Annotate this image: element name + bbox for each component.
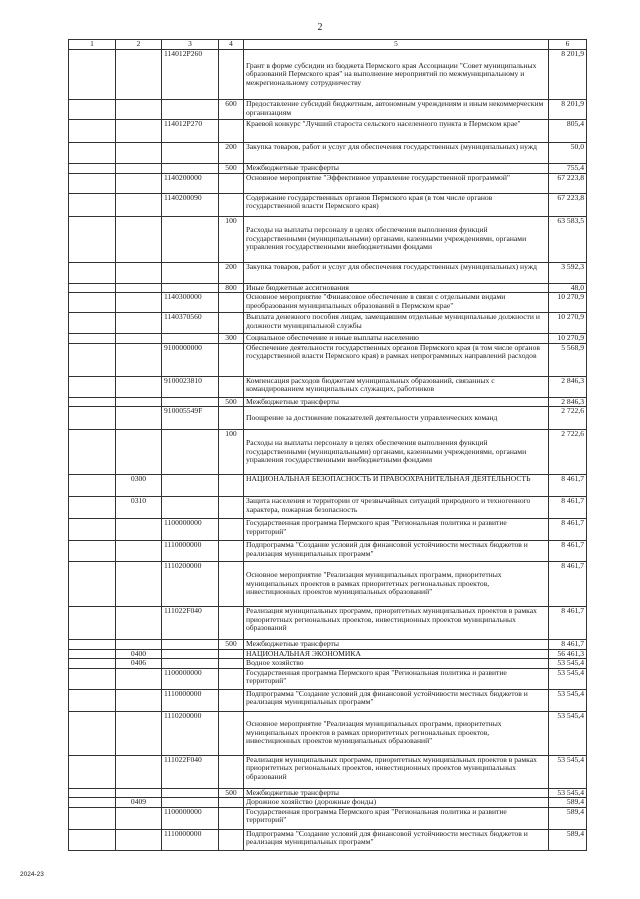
section-col xyxy=(69,262,116,283)
target-article-code xyxy=(162,397,219,407)
expense-type-code: 500 xyxy=(219,397,244,407)
expense-type-code xyxy=(219,562,244,607)
subsection-col xyxy=(116,283,162,293)
table-row xyxy=(69,143,587,164)
amount: 10 270,9 xyxy=(549,334,587,344)
table-row xyxy=(69,649,587,659)
amount: 805,4 xyxy=(549,120,587,143)
table-row xyxy=(69,173,587,193)
subsection-col xyxy=(116,343,162,376)
section-col xyxy=(69,343,116,376)
subsection-col xyxy=(116,640,162,650)
item-name: Водное хозяйство xyxy=(244,659,549,669)
amount: 589,4 xyxy=(549,798,587,808)
expense-type-code xyxy=(219,541,244,562)
subsection-col xyxy=(116,397,162,407)
item-name: Обеспечение деятельности государственных органов Пермского края (в том числе органов государственной власти Пермского края) в рамках непрограммных направлений расходов xyxy=(244,343,549,376)
subsection-col xyxy=(116,788,162,798)
table-row xyxy=(69,376,587,397)
subsection-col xyxy=(116,164,162,174)
target-article-code: 1140300000 xyxy=(162,293,219,313)
table-row xyxy=(69,755,587,788)
target-article-code xyxy=(162,788,219,798)
section-col xyxy=(69,216,116,262)
section-col xyxy=(69,519,116,541)
item-name: Государственная программа Пермского края "Региональная политика и развитие территорий" xyxy=(244,519,549,541)
amount: 589,4 xyxy=(549,829,587,850)
section-col xyxy=(69,430,116,475)
target-article-code xyxy=(162,640,219,650)
target-article-code xyxy=(162,143,219,164)
table-row xyxy=(69,475,587,497)
amount: 53 545,4 xyxy=(549,711,587,755)
expense-type-code xyxy=(219,343,244,376)
expense-type-code: 200 xyxy=(219,262,244,283)
expense-type-code: 600 xyxy=(219,100,244,120)
subsection-col xyxy=(116,668,162,689)
amount: 8 461,7 xyxy=(549,562,587,607)
subsection-col xyxy=(116,829,162,850)
expense-type-code xyxy=(219,807,244,829)
amount: 53 545,4 xyxy=(549,668,587,689)
amount: 2 722,6 xyxy=(549,430,587,475)
footer-code: 2024-23 xyxy=(20,871,44,878)
subsection-col xyxy=(116,100,162,120)
subsection-col xyxy=(116,807,162,829)
table-row xyxy=(69,50,587,100)
item-name: Основное мероприятие "Реализация муниципальных программ, приоритетных муниципальных проектов в рамках приоритетных региональных проектов, инвестиционных проектов муниципальных образований" xyxy=(244,562,549,607)
item-name: Подпрограмма "Создание условий для финансовой устойчивости местных бюджетов и реализация муниципальных программ" xyxy=(244,541,549,562)
amount: 63 583,5 xyxy=(549,216,587,262)
amount: 8 461,7 xyxy=(549,607,587,640)
item-name: НАЦИОНАЛЬНАЯ БЕЗОПАСНОСТЬ И ПРАВООХРАНИТЕЛЬНАЯ ДЕЯТЕЛЬНОСТЬ xyxy=(244,475,549,497)
section-col xyxy=(69,164,116,174)
amount: 50,0 xyxy=(549,143,587,164)
amount: 589,4 xyxy=(549,807,587,829)
subsection-col: 0406 xyxy=(116,659,162,669)
amount: 48,0 xyxy=(549,283,587,293)
amount: 10 270,9 xyxy=(549,313,587,334)
expense-type-code xyxy=(219,649,244,659)
amount: 56 461,3 xyxy=(549,649,587,659)
subsection-col: 0310 xyxy=(116,497,162,519)
subsection-col xyxy=(116,50,162,100)
subsection-col: 0409 xyxy=(116,798,162,808)
expense-type-code: 200 xyxy=(219,143,244,164)
subsection-col xyxy=(116,334,162,344)
table-row xyxy=(69,334,587,344)
target-article-code xyxy=(162,216,219,262)
header-cell-1: 1 xyxy=(69,40,116,50)
subsection-col xyxy=(116,262,162,283)
page-number: 2 xyxy=(317,22,323,33)
section-col xyxy=(69,649,116,659)
section-col xyxy=(69,334,116,344)
subsection-col xyxy=(116,562,162,607)
section-col xyxy=(69,668,116,689)
amount: 53 545,4 xyxy=(549,659,587,669)
section-col xyxy=(69,283,116,293)
section-col xyxy=(69,173,116,193)
table-row xyxy=(69,562,587,607)
table-row xyxy=(69,293,587,313)
target-article-code xyxy=(162,659,219,669)
section-col xyxy=(69,193,116,216)
target-article-code: 1110200000 xyxy=(162,562,219,607)
amount: 5 568,9 xyxy=(549,343,587,376)
expense-type-code xyxy=(219,711,244,755)
target-article-code: 9100000000 xyxy=(162,343,219,376)
expense-type-code: 800 xyxy=(219,283,244,293)
amount: 8 461,7 xyxy=(549,640,587,650)
section-col xyxy=(69,755,116,788)
target-article-code xyxy=(162,334,219,344)
header-cell-4: 4 xyxy=(219,40,244,50)
section-col xyxy=(69,313,116,334)
target-article-code: 1140200000 xyxy=(162,173,219,193)
expense-type-code xyxy=(219,193,244,216)
table-row xyxy=(69,807,587,829)
amount: 53 545,4 xyxy=(549,788,587,798)
item-name: Государственная программа Пермского края "Региональная политика и развитие территорий" xyxy=(244,807,549,829)
subsection-col xyxy=(116,407,162,430)
amount: 2 846,3 xyxy=(549,376,587,397)
expense-type-code xyxy=(219,173,244,193)
amount: 8 201,9 xyxy=(549,100,587,120)
table-header-row xyxy=(69,40,587,50)
table-row xyxy=(69,788,587,798)
expense-type-code xyxy=(219,798,244,808)
target-article-code xyxy=(162,283,219,293)
header-cell-6: 6 xyxy=(549,40,587,50)
table-row xyxy=(69,343,587,376)
item-name: Основное мероприятие "Финансовое обеспечение в связи с отдельными видами преобразования муниципальных образований в Пермском крае" xyxy=(244,293,549,313)
expense-type-code xyxy=(219,829,244,850)
table-row xyxy=(69,216,587,262)
target-article-code xyxy=(162,164,219,174)
table-row xyxy=(69,659,587,669)
amount: 67 223,8 xyxy=(549,173,587,193)
target-article-code xyxy=(162,475,219,497)
item-name: Закупка товаров, работ и услуг для обеспечения государственных (муниципальных) нужд xyxy=(244,262,549,283)
table-row xyxy=(69,798,587,808)
section-col xyxy=(69,497,116,519)
item-name: НАЦИОНАЛЬНАЯ ЭКОНОМИКА xyxy=(244,649,549,659)
subsection-col xyxy=(116,607,162,640)
expense-type-code xyxy=(219,475,244,497)
subsection-col xyxy=(116,755,162,788)
item-name: Дорожное хозяйство (дорожные фонды) xyxy=(244,798,549,808)
expense-type-code: 500 xyxy=(219,640,244,650)
subsection-col xyxy=(116,313,162,334)
expense-type-code xyxy=(219,659,244,669)
item-name: Основное мероприятие "Эффективное управление государственной программой" xyxy=(244,173,549,193)
target-article-code: 1140370560 xyxy=(162,313,219,334)
amount: 755,4 xyxy=(549,164,587,174)
subsection-col xyxy=(116,216,162,262)
expense-type-code xyxy=(219,689,244,711)
table-row xyxy=(69,607,587,640)
amount: 2 722,6 xyxy=(549,407,587,430)
target-article-code: 1100000000 xyxy=(162,519,219,541)
subsection-col xyxy=(116,376,162,397)
item-name: Межбюджетные трансферты xyxy=(244,397,549,407)
target-article-code xyxy=(162,497,219,519)
target-article-code: 910005549F xyxy=(162,407,219,430)
target-article-code: 114012P260 xyxy=(162,50,219,100)
section-col xyxy=(69,475,116,497)
section-col xyxy=(69,788,116,798)
expense-type-code xyxy=(219,293,244,313)
header-cell-2: 2 xyxy=(116,40,162,50)
table-row xyxy=(69,120,587,143)
item-name: Подпрограмма "Создание условий для финансовой устойчивости местных бюджетов и реализация муниципальных программ" xyxy=(244,689,549,711)
item-name: Межбюджетные трансферты xyxy=(244,164,549,174)
subsection-col xyxy=(116,541,162,562)
target-article-code: 1110000000 xyxy=(162,829,219,850)
amount: 8 461,7 xyxy=(549,497,587,519)
section-col xyxy=(69,100,116,120)
section-col xyxy=(69,711,116,755)
target-article-code: 1140200090 xyxy=(162,193,219,216)
table-row xyxy=(69,283,587,293)
target-article-code: 1100000000 xyxy=(162,807,219,829)
table-row xyxy=(69,313,587,334)
subsection-col xyxy=(116,689,162,711)
amount: 53 545,4 xyxy=(549,689,587,711)
item-name: Реализация муниципальных программ, приоритетных муниципальных проектов в рамках приоритетных региональных проектов, инвестиционных проектов муниципальных образований xyxy=(244,755,549,788)
expense-type-code xyxy=(219,519,244,541)
item-name: Подпрограмма "Создание условий для финансовой устойчивости местных бюджетов и реализация муниципальных программ" xyxy=(244,829,549,850)
section-col xyxy=(69,659,116,669)
target-article-code xyxy=(162,262,219,283)
expense-type-code xyxy=(219,313,244,334)
item-name: Защита населения и территории от чрезвычайных ситуаций природного и техногенного характера, пожарная безопасность xyxy=(244,497,549,519)
section-col xyxy=(69,541,116,562)
target-article-code: 1110000000 xyxy=(162,541,219,562)
amount: 2 846,3 xyxy=(549,397,587,407)
section-col xyxy=(69,293,116,313)
expense-type-code xyxy=(219,668,244,689)
target-article-code: 1110200000 xyxy=(162,711,219,755)
table-row xyxy=(69,497,587,519)
section-col xyxy=(69,50,116,100)
target-article-code xyxy=(162,430,219,475)
item-name: Иные бюджетные ассигнования xyxy=(244,283,549,293)
expense-type-code: 100 xyxy=(219,430,244,475)
item-name: Социальное обеспечение и иные выплаты населению xyxy=(244,334,549,344)
header-cell-5: 5 xyxy=(244,40,549,50)
target-article-code: 1100000000 xyxy=(162,668,219,689)
section-col xyxy=(69,829,116,850)
expense-type-code xyxy=(219,607,244,640)
item-name: Грант в форме субсидии из бюджета Пермского края Ассоциации "Совет муниципальных образований Пермского края" на выполнение мероприятий по межмуниципальному и межрегиональному сотрудничеству xyxy=(244,50,549,100)
amount: 8 201,9 xyxy=(549,50,587,100)
item-name: Государственная программа Пермского края "Региональная политика и развитие территорий" xyxy=(244,668,549,689)
table-row xyxy=(69,519,587,541)
item-name: Реализация муниципальных программ, приоритетных муниципальных проектов в рамках приоритетных региональных проектов, инвестиционных проектов муниципальных образований xyxy=(244,607,549,640)
budget-table xyxy=(68,39,587,851)
table-row xyxy=(69,100,587,120)
section-col xyxy=(69,807,116,829)
subsection-col xyxy=(116,143,162,164)
amount: 8 461,7 xyxy=(549,475,587,497)
table-row xyxy=(69,541,587,562)
table-row xyxy=(69,397,587,407)
expense-type-code: 300 xyxy=(219,334,244,344)
table-row xyxy=(69,262,587,283)
expense-type-code: 500 xyxy=(219,788,244,798)
subsection-col xyxy=(116,430,162,475)
amount: 53 545,4 xyxy=(549,755,587,788)
expense-type-code xyxy=(219,376,244,397)
item-name: Межбюджетные трансферты xyxy=(244,788,549,798)
subsection-col: 0300 xyxy=(116,475,162,497)
section-col xyxy=(69,689,116,711)
item-name: Предоставление субсидий бюджетным, автономным учреждениям и иным некоммерческим организациям xyxy=(244,100,549,120)
amount: 10 270,9 xyxy=(549,293,587,313)
section-col xyxy=(69,407,116,430)
expense-type-code xyxy=(219,755,244,788)
header-cell-3: 3 xyxy=(162,40,219,50)
section-col xyxy=(69,607,116,640)
expense-type-code: 500 xyxy=(219,164,244,174)
item-name: Межбюджетные трансферты xyxy=(244,640,549,650)
table-row xyxy=(69,407,587,430)
item-name: Закупка товаров, работ и услуг для обеспечения государственных (муниципальных) нужд xyxy=(244,143,549,164)
item-name: Компенсация расходов бюджетам муниципальных образований, связанных с командированием муниципальных служащих, работников xyxy=(244,376,549,397)
section-col xyxy=(69,640,116,650)
table-row xyxy=(69,829,587,850)
section-col xyxy=(69,376,116,397)
amount: 3 592,3 xyxy=(549,262,587,283)
table-row xyxy=(69,193,587,216)
item-name: Расходы на выплаты персоналу в целях обеспечения выполнения функций государственными (муниципальными) органами, казенными учреждениями, органами управления государственными внебюджетными фондами xyxy=(244,430,549,475)
target-article-code: 111022F040 xyxy=(162,755,219,788)
item-name: Поощрение за достижение показателей деятельности управленческих команд xyxy=(244,407,549,430)
target-article-code: 9100023810 xyxy=(162,376,219,397)
target-article-code: 111022F040 xyxy=(162,607,219,640)
table-row xyxy=(69,668,587,689)
amount: 8 461,7 xyxy=(549,541,587,562)
subsection-col: 0400 xyxy=(116,649,162,659)
subsection-col xyxy=(116,120,162,143)
subsection-col xyxy=(116,193,162,216)
amount: 8 461,7 xyxy=(549,519,587,541)
expense-type-code xyxy=(219,497,244,519)
subsection-col xyxy=(116,711,162,755)
subsection-col xyxy=(116,173,162,193)
subsection-col xyxy=(116,519,162,541)
target-article-code xyxy=(162,798,219,808)
table-row xyxy=(69,640,587,650)
subsection-col xyxy=(116,293,162,313)
section-col xyxy=(69,120,116,143)
target-article-code xyxy=(162,649,219,659)
item-name: Выплата денежного пособия лицам, замещавшим отдельные муниципальные должности и должности муниципальной службы xyxy=(244,313,549,334)
section-col xyxy=(69,397,116,407)
expense-type-code xyxy=(219,50,244,100)
section-col xyxy=(69,798,116,808)
expense-type-code xyxy=(219,407,244,430)
item-name: Расходы на выплаты персоналу в целях обеспечения выполнения функций государственными (муниципальными) органами, казенными учреждениями, органами управления государственными внебюджетными фондами xyxy=(244,216,549,262)
expense-type-code xyxy=(219,120,244,143)
amount: 67 223,8 xyxy=(549,193,587,216)
item-name: Основное мероприятие "Реализация муниципальных программ, приоритетных муниципальных проектов в рамках приоритетных региональных проектов, инвестиционных проектов муниципальных образований" xyxy=(244,711,549,755)
table-row xyxy=(69,689,587,711)
table-row xyxy=(69,430,587,475)
table-row xyxy=(69,164,587,174)
item-name: Содержание государственных органов Пермского края (в том числе органов государственной власти Пермского края) xyxy=(244,193,549,216)
item-name: Краевой конкурс "Лучший староста сельского населенного пункта в Пермском крае" xyxy=(244,120,549,143)
section-col xyxy=(69,562,116,607)
table-row xyxy=(69,711,587,755)
expense-type-code: 100 xyxy=(219,216,244,262)
target-article-code: 1110000000 xyxy=(162,689,219,711)
section-col xyxy=(69,143,116,164)
target-article-code xyxy=(162,100,219,120)
target-article-code: 114012P270 xyxy=(162,120,219,143)
